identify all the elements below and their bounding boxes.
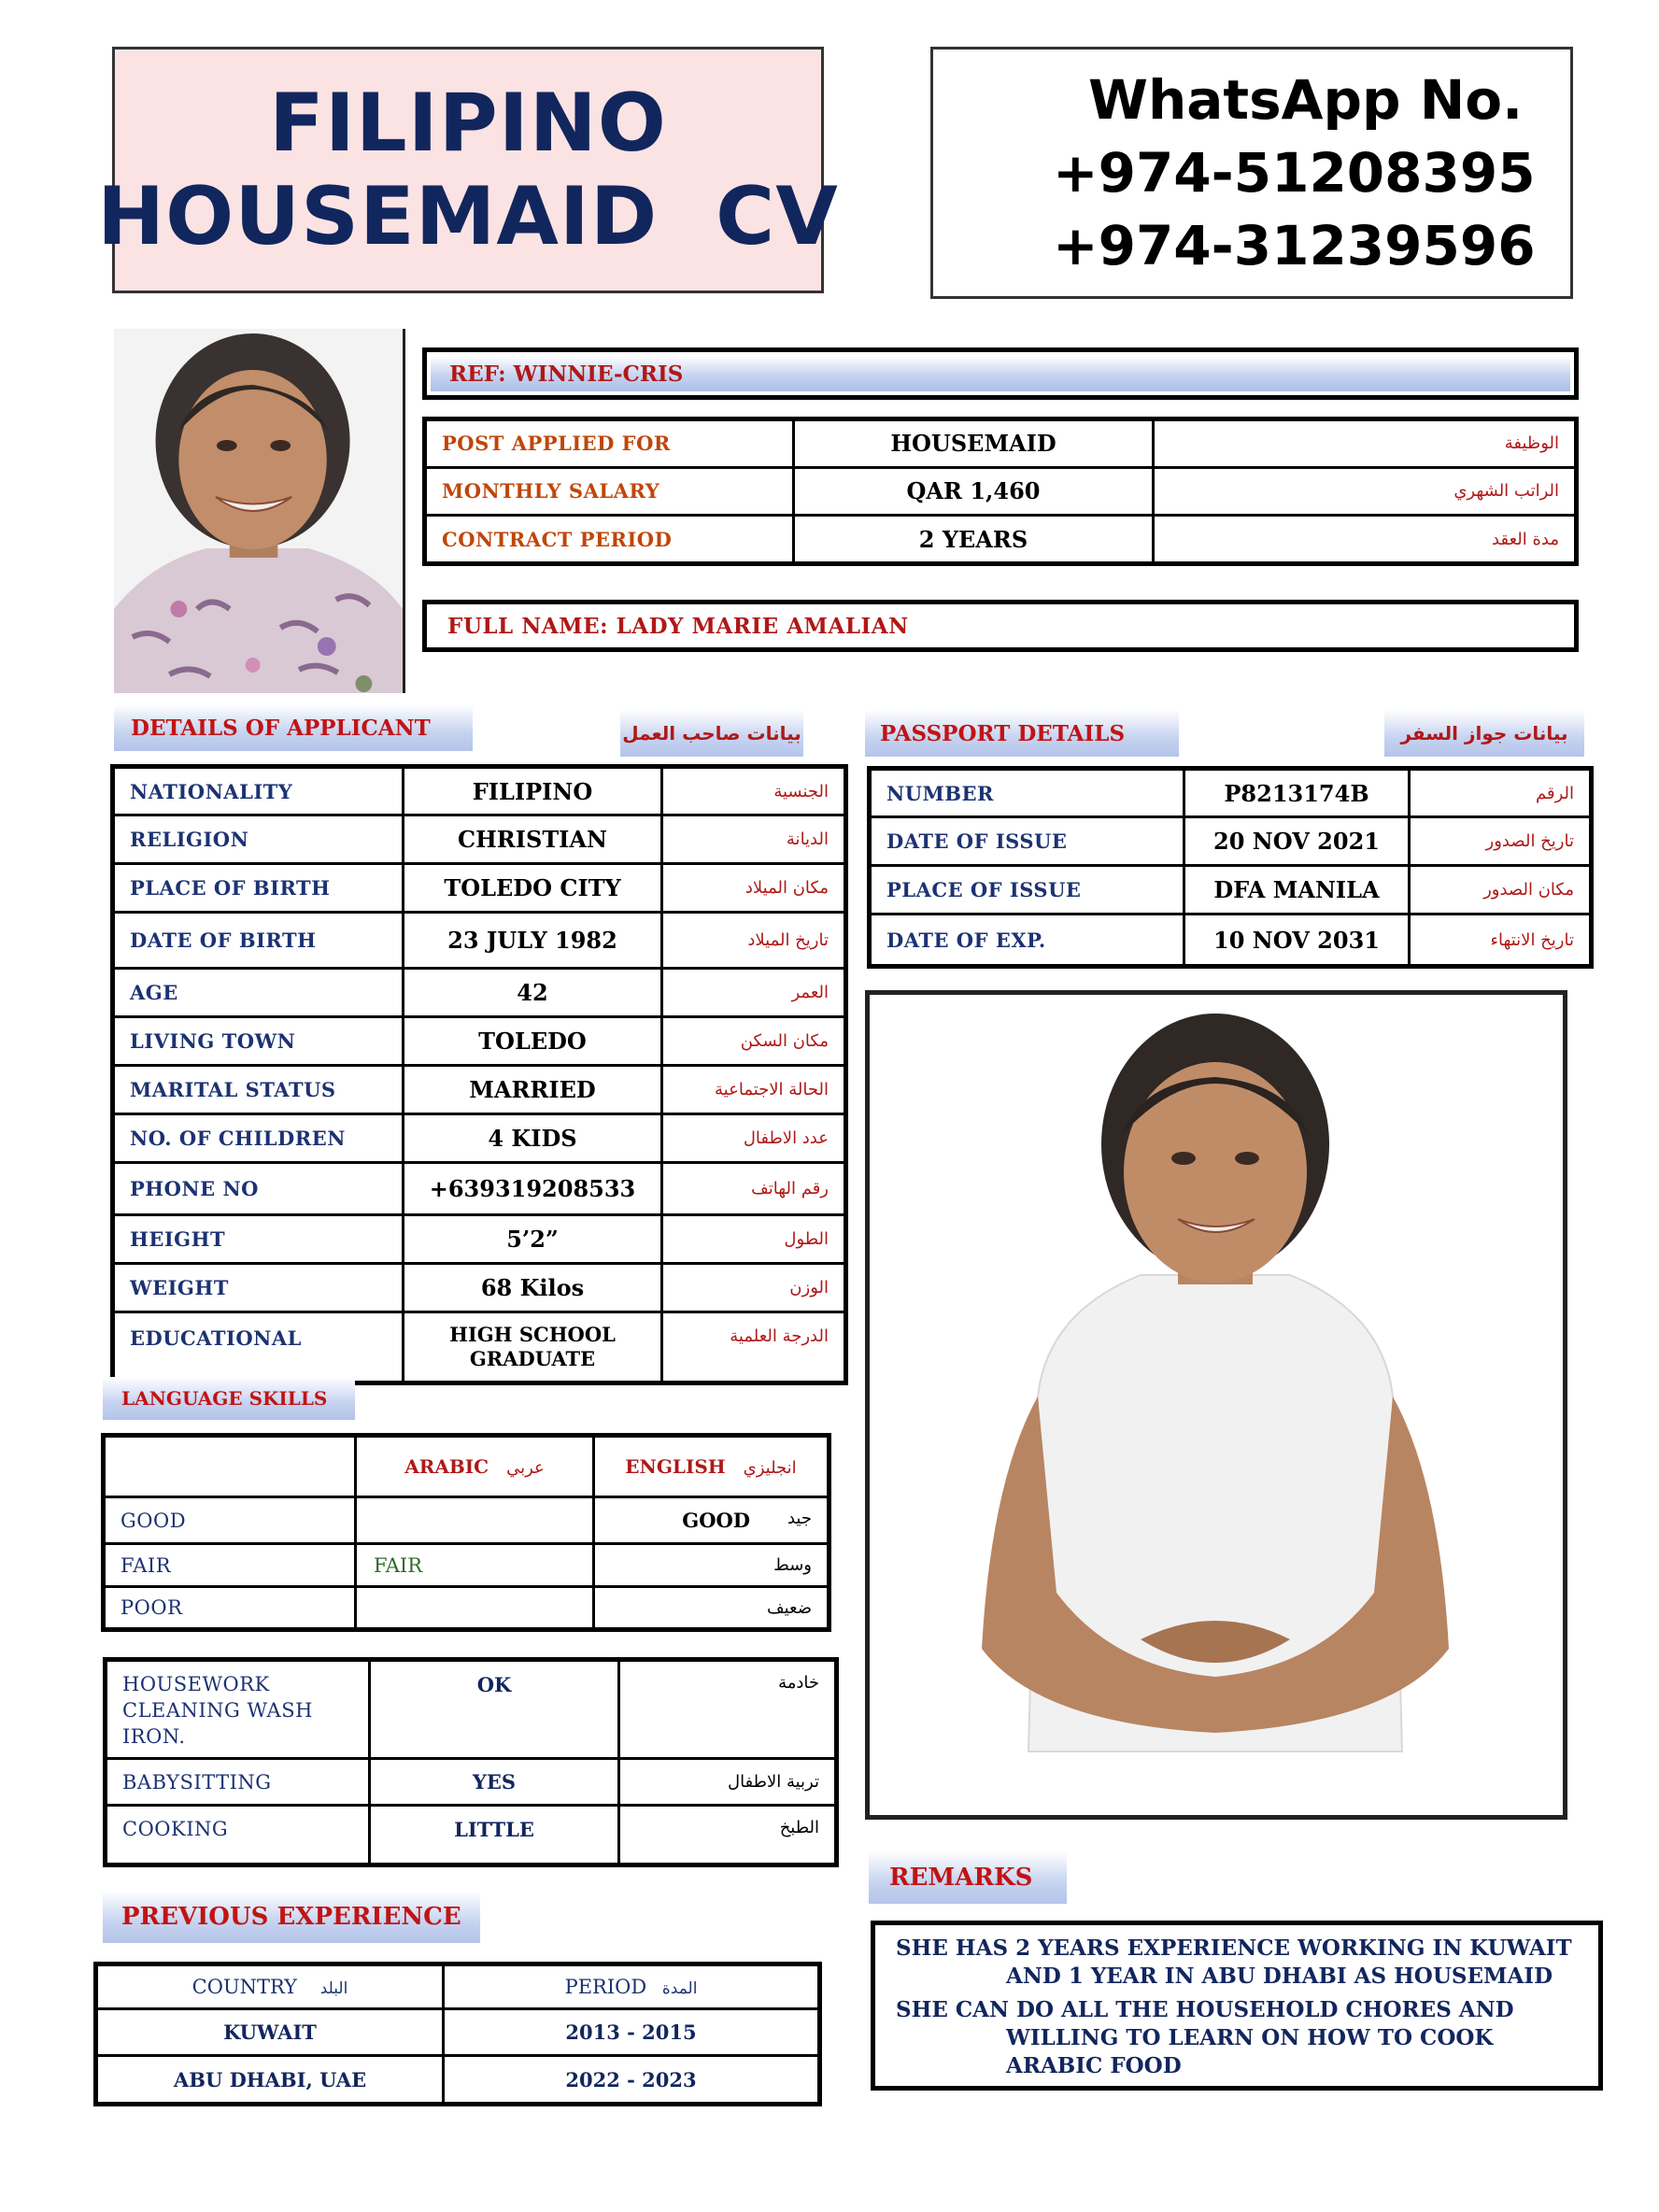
- detail-label: AGE: [113, 969, 404, 1017]
- english-good-value: GOOD: [682, 1509, 750, 1532]
- remarks-line-1: SHE HAS 2 YEARS EXPERIENCE WORKING IN KUWAIT: [896, 1936, 1572, 1961]
- skill-label-line-1: HOUSEWORK: [122, 1673, 270, 1695]
- education-line-1: HIGH SCHOOL: [449, 1323, 616, 1346]
- detail-label-ar: الوزن: [662, 1264, 846, 1312]
- detail-label-ar: مكان السكن: [662, 1017, 846, 1066]
- passport-value: 20 NOV 2021: [1184, 817, 1410, 866]
- remarks-heading: [869, 1851, 1067, 1904]
- job-value: HOUSEMAID: [794, 419, 1154, 468]
- skill-value: OK: [370, 1660, 619, 1759]
- experience-period: 2022 - 2023: [444, 2056, 820, 2105]
- detail-value: TOLEDO CITY: [404, 864, 662, 913]
- detail-label: MARITAL STATUS: [113, 1066, 404, 1114]
- language-arabic-cell: [356, 1587, 594, 1630]
- col-country-ar: البلد: [319, 1979, 348, 1998]
- remarks-box: [871, 1921, 1603, 2091]
- detail-label: PLACE OF BIRTH: [113, 864, 404, 913]
- job-label-ar: الراتب الشهري: [1154, 467, 1577, 516]
- detail-label: EDUCATIONAL: [113, 1312, 404, 1383]
- detail-value: 4 KIDS: [404, 1114, 662, 1163]
- skill-label-line-3: IRON.: [122, 1725, 186, 1748]
- detail-value: MARRIED: [404, 1066, 662, 1114]
- detail-value: FILIPINO: [404, 767, 662, 815]
- detail-label: PHONE NO: [113, 1163, 404, 1215]
- remarks-line-3: SHE CAN DO ALL THE HOUSEHOLD CHORES AND: [896, 1997, 1514, 2022]
- title-box: [97, 47, 839, 293]
- passport-label-ar: الرقم: [1410, 769, 1592, 817]
- detail-label-ar: مكان الميلاد: [662, 864, 846, 913]
- language-english-cell: [594, 1497, 830, 1544]
- detail-value-education: [404, 1312, 662, 1383]
- remarks-line-5: ARABIC FOOD: [1006, 2053, 1182, 2078]
- job-label: MONTHLY SALARY: [425, 467, 794, 516]
- detail-value: TOLEDO: [404, 1017, 662, 1066]
- title-line-2: HOUSEMAID CV: [97, 170, 839, 263]
- job-label: POST APPLIED FOR: [425, 419, 794, 468]
- passport-heading-text: PASSPORT DETAILS: [880, 720, 1126, 746]
- experience-country: ABU DHABI, UAE: [96, 2056, 444, 2105]
- detail-label-ar: عدد الاطفال: [662, 1114, 846, 1163]
- education-line-2: GRADUATE: [469, 1347, 596, 1370]
- skill-value: LITTLE: [370, 1806, 619, 1865]
- whatsapp-label: WhatsApp No.: [1088, 68, 1524, 132]
- remarks-line-4: WILLING TO LEARN ON HOW TO COOK: [1006, 2025, 1494, 2050]
- detail-label-ar: الحالة الاجتماعية: [662, 1066, 846, 1114]
- detail-label: WEIGHT: [113, 1264, 404, 1312]
- job-label-ar: الوظيفة: [1154, 419, 1577, 468]
- language-english-cell: [594, 1587, 830, 1630]
- skill-label-ar: خادمة: [619, 1660, 837, 1759]
- col-english: [594, 1436, 830, 1497]
- detail-label: LIVING TOWN: [113, 1017, 404, 1066]
- experience-heading-text: PREVIOUS EXPERIENCE: [121, 1903, 461, 1931]
- col-english-ar: انجليزي: [743, 1458, 797, 1478]
- job-value: QAR 1,460: [794, 467, 1154, 516]
- skill-label-line-2: CLEANING WASH: [122, 1699, 313, 1722]
- language-level: POOR: [104, 1587, 356, 1630]
- remarks-heading-text: REMARKS: [889, 1864, 1033, 1892]
- passport-label-ar: تاريخ الصدور: [1410, 817, 1592, 866]
- detail-label-ar: الدرجة العلمية: [662, 1312, 846, 1383]
- language-arabic-cell: FAIR: [356, 1544, 594, 1587]
- col-period-ar: المدة: [661, 1979, 698, 1998]
- experience-country: KUWAIT: [96, 2009, 444, 2056]
- passport-table: [867, 766, 1594, 969]
- detail-value: CHRISTIAN: [404, 815, 662, 864]
- passport-value: DFA MANILA: [1184, 866, 1410, 915]
- full-body-photo: [865, 990, 1567, 1820]
- details-heading-text: DETAILS OF APPLICANT: [131, 715, 431, 741]
- detail-label-ar: الطول: [662, 1215, 846, 1264]
- remarks-line-2: AND 1 YEAR IN ABU DHABI AS HOUSEMAID: [1006, 1964, 1553, 1989]
- passport-heading: [865, 710, 1179, 757]
- reference-bar: [422, 347, 1579, 400]
- whatsapp-phone-2: +974-31239596: [1053, 214, 1536, 277]
- detail-label: RELIGION: [113, 815, 404, 864]
- col-country: [96, 1964, 444, 2009]
- detail-value: 5’2”: [404, 1215, 662, 1264]
- col-arabic-ar: عربي: [506, 1458, 545, 1478]
- job-label: CONTRACT PERIOD: [425, 516, 794, 564]
- language-level: FAIR: [104, 1544, 356, 1587]
- col-arabic-label: ARABIC: [404, 1455, 489, 1478]
- language-table: [101, 1433, 831, 1632]
- detail-label-ar: العمر: [662, 969, 846, 1017]
- passport-heading-ar: [1384, 710, 1584, 757]
- col-period-label: PERIOD: [564, 1976, 647, 1998]
- language-level-ar: وسط: [773, 1555, 812, 1575]
- detail-value: +639319208533: [404, 1163, 662, 1215]
- passport-label: DATE OF ISSUE: [870, 817, 1184, 866]
- passport-value: 10 NOV 2031: [1184, 915, 1410, 967]
- detail-label-ar: رقم الهاتف: [662, 1163, 846, 1215]
- detail-label: DATE OF BIRTH: [113, 913, 404, 969]
- title-line-1: FILIPINO: [269, 77, 667, 170]
- col-english-label: ENGLISH: [625, 1455, 726, 1478]
- passport-label-ar: مكان الصدور: [1410, 866, 1592, 915]
- skill-label: BABYSITTING: [106, 1759, 370, 1806]
- detail-value: 42: [404, 969, 662, 1017]
- passport-heading-ar-text: بيانات جواز السفر: [1400, 722, 1568, 744]
- job-table: [422, 417, 1579, 566]
- headshot-photo: [114, 329, 405, 693]
- experience-heading: [103, 1891, 480, 1943]
- language-english-cell: [594, 1544, 830, 1587]
- job-label-ar: مدة العقد: [1154, 516, 1577, 564]
- reference-code: REF: WINNIE-CRIS: [431, 356, 1570, 391]
- whatsapp-phone-1: +974-51208395: [1053, 141, 1536, 205]
- details-heading: [114, 704, 473, 751]
- detail-label: NATIONALITY: [113, 767, 404, 815]
- language-heading-text: LANGUAGE SKILLS: [121, 1387, 328, 1410]
- detail-value: 68 Kilos: [404, 1264, 662, 1312]
- details-table: [110, 764, 848, 1385]
- experience-period: 2013 - 2015: [444, 2009, 820, 2056]
- whatsapp-box: [930, 47, 1573, 299]
- passport-label: NUMBER: [870, 769, 1184, 817]
- detail-label-ar: تاريخ الميلاد: [662, 913, 846, 969]
- language-level: GOOD: [104, 1497, 356, 1544]
- passport-label: PLACE OF ISSUE: [870, 866, 1184, 915]
- skill-value: YES: [370, 1759, 619, 1806]
- experience-table: [93, 1962, 822, 2106]
- language-heading: [103, 1377, 355, 1420]
- col-country-label: COUNTRY: [191, 1976, 298, 1998]
- detail-label-ar: الجنسية: [662, 767, 846, 815]
- skill-label: [106, 1660, 370, 1759]
- skill-label-ar: تربية الاطفال: [619, 1759, 837, 1806]
- language-level-ar: ضعيف: [766, 1597, 812, 1618]
- skill-label-ar: الطبخ: [619, 1806, 837, 1865]
- detail-label: NO. OF CHILDREN: [113, 1114, 404, 1163]
- language-corner-cell: [104, 1436, 356, 1497]
- detail-value: 23 JULY 1982: [404, 913, 662, 969]
- col-arabic: [356, 1436, 594, 1497]
- language-arabic-cell: [356, 1497, 594, 1544]
- language-level-ar: جيد: [787, 1509, 812, 1528]
- col-period: [444, 1964, 820, 2009]
- detail-label-ar: الديانة: [662, 815, 846, 864]
- detail-label: HEIGHT: [113, 1215, 404, 1264]
- skills-table: [103, 1657, 839, 1867]
- details-heading-ar: [620, 710, 803, 757]
- skill-label: COOKING: [106, 1806, 370, 1865]
- passport-value: P8213174B: [1184, 769, 1410, 817]
- job-value: 2 YEARS: [794, 516, 1154, 564]
- passport-label: DATE OF EXP.: [870, 915, 1184, 967]
- details-heading-ar-text: بيانات صاحب العمل: [622, 722, 801, 744]
- full-name-bar: FULL NAME: LADY MARIE AMALIAN: [422, 600, 1579, 652]
- passport-label-ar: تاريخ الانتهاء: [1410, 915, 1592, 967]
